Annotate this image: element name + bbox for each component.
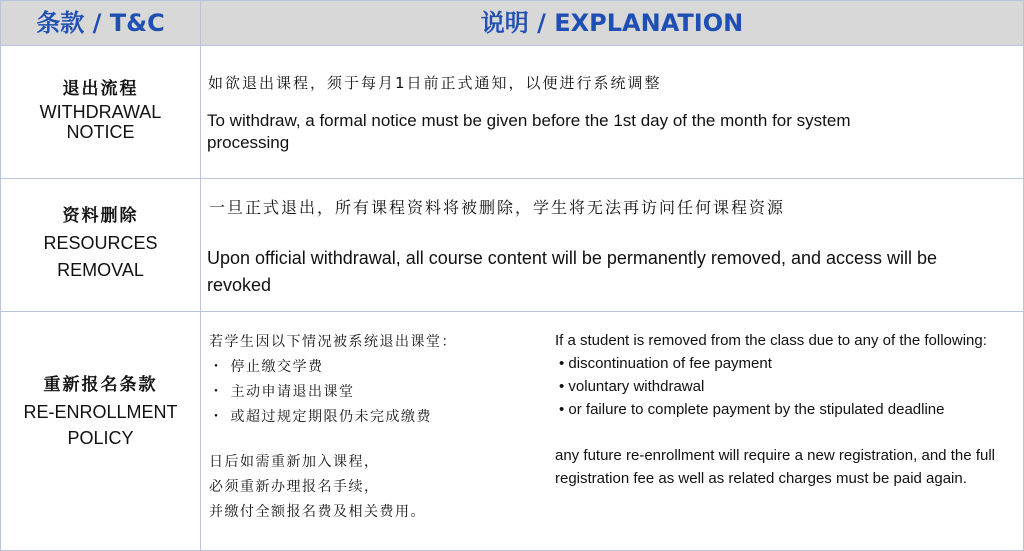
explanation-cell (201, 312, 1023, 550)
explanation-zh-block (209, 330, 539, 525)
term-label (1, 376, 200, 449)
explanation-en: Upon official withdrawal, all course content will be permanently removed, and access will be revoked (207, 248, 938, 295)
zh-outro-line: 必须重新办理报名手续， (209, 479, 380, 495)
en-bullet: • voluntary withdrawal (559, 378, 705, 395)
header-terms-cell (1, 1, 201, 45)
table-row-resources (1, 179, 1023, 312)
term-zh: 重新报名条款 (43, 375, 158, 395)
header-explanation-label: 说明 / EXPLANATION (480, 9, 744, 37)
en-outro: any future re-enrollment will require a new registration, and the full registration fee as well as related charges must be paid again. (555, 447, 995, 487)
term-zh: 退出流程 (62, 79, 139, 99)
term-en: WITHDRAWAL NOTICE (39, 101, 162, 143)
term-en-line2: REMOVAL (57, 260, 144, 281)
term-en-line2: POLICY (67, 428, 134, 449)
en-bullet: • discontinuation of fee payment (559, 355, 772, 372)
zh-bullet: ・ 或超过规定期限仍未完成缴费 (209, 409, 432, 425)
en-intro: If a student is removed from the class due to any of the following: (555, 332, 987, 349)
table-row-reenrollment (1, 312, 1023, 550)
term-cell (1, 46, 201, 178)
table-row-withdrawal (1, 46, 1023, 179)
table-header (1, 1, 1023, 46)
explanation-zh: 如欲退出课程，须于每月1日前正式通知，以便进行系统调整 (208, 74, 662, 92)
term-cell (1, 179, 201, 311)
term-zh: 资料删除 (62, 206, 139, 226)
explanation-en: To withdraw, a formal notice must be given before the 1st day of the month for system processing (207, 111, 851, 152)
term-label (1, 80, 200, 143)
header-explanation-cell (201, 1, 1023, 45)
term-en-line1: RE-ENROLLMENT (23, 401, 178, 422)
zh-bullet: ・ 主动申请退出课堂 (209, 384, 355, 400)
en-bullet: • or failure to complete payment by the stipulated deadline (559, 401, 945, 418)
term-label (1, 207, 200, 281)
zh-intro: 若学生因以下情况被系统退出课堂： (209, 334, 457, 350)
explanation-cell (201, 46, 1023, 178)
zh-outro-line: 日后如需重新加入课程， (209, 454, 380, 470)
zh-bullet: ・ 停止缴交学费 (209, 359, 324, 375)
explanation-cell (201, 179, 1023, 311)
explanation-en-block (555, 329, 995, 490)
zh-outro-line: 并缴付全额报名费及相关费用。 (209, 504, 426, 520)
term-en-line1: RESOURCES (43, 232, 158, 253)
explanation-zh: 一旦正式退出，所有课程资料将被删除，学生将无法再访问任何课程资源 (209, 198, 786, 217)
term-cell (1, 312, 201, 550)
header-terms-label: 条款 / T&C (36, 9, 165, 37)
